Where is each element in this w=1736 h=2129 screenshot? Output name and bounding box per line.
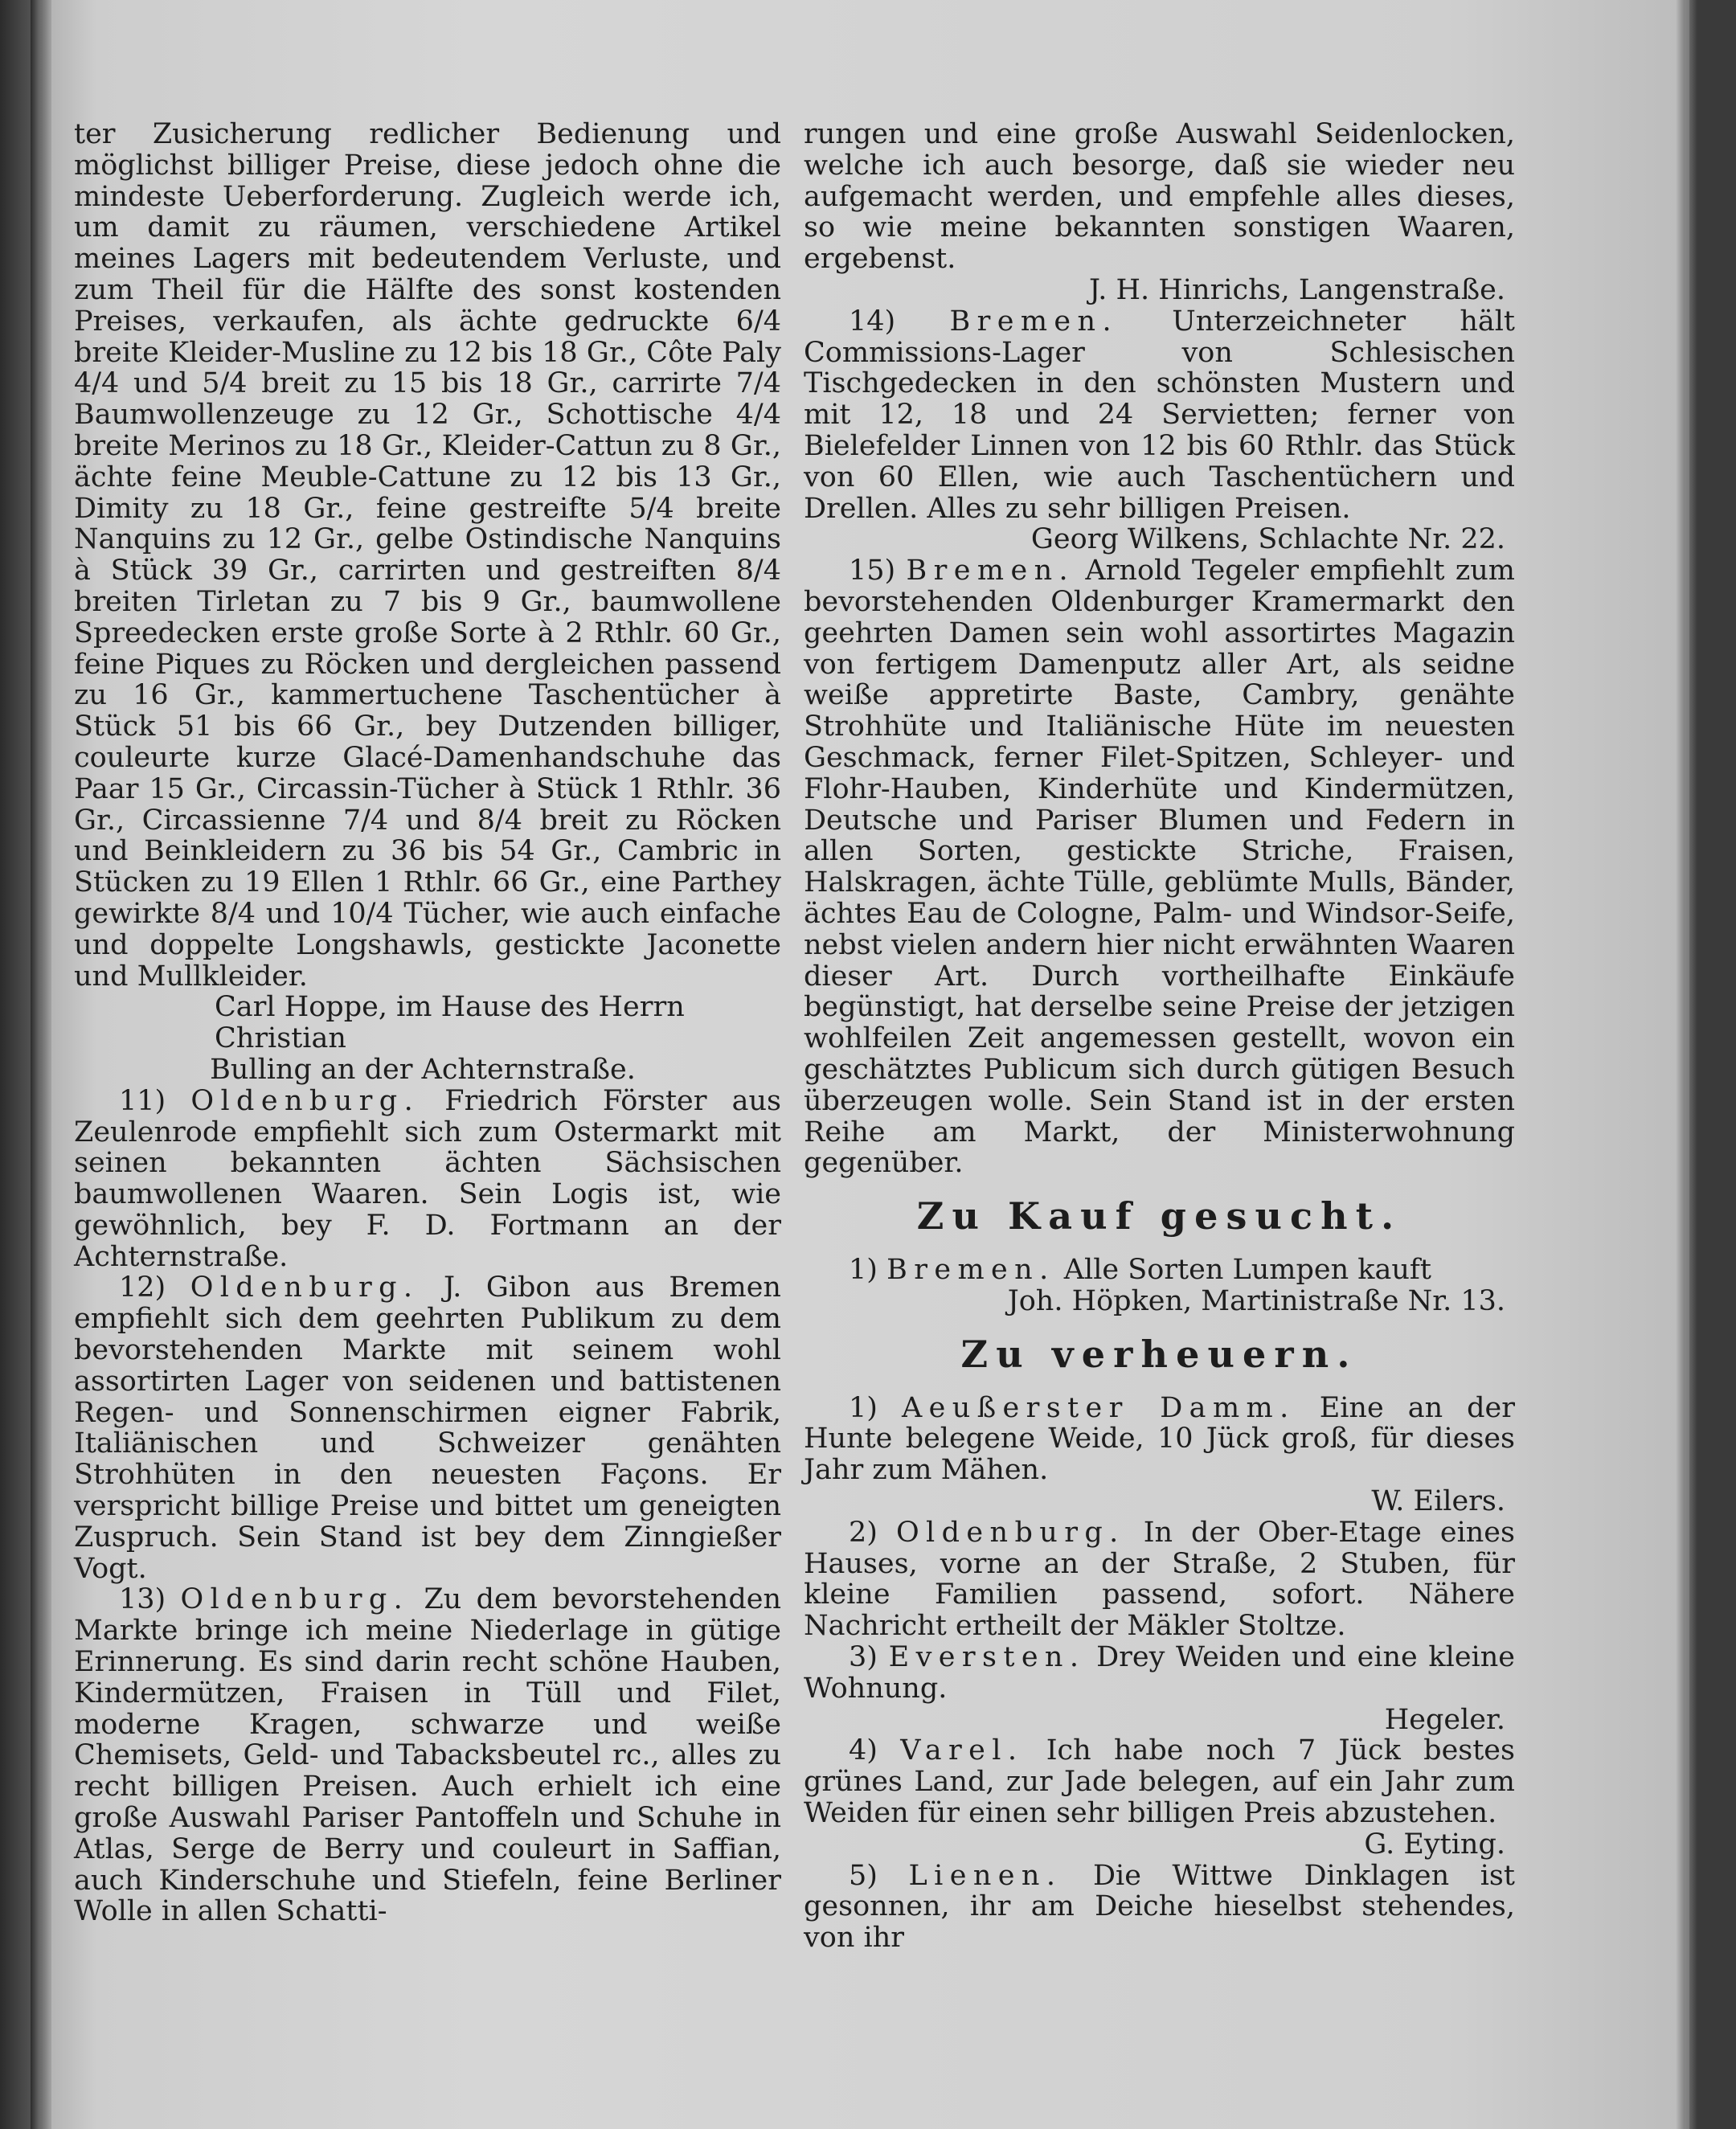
ad-place: Oldenburg. [190,1271,420,1304]
ad-place: Oldenburg. [895,1516,1125,1549]
page-edge [1685,0,1689,2129]
left-column [74,119,781,1927]
section-heading: Zu verheuern. [960,1332,1358,1376]
advertiser-signature: Joh. Höpken, Martinistraße Nr. 13. [1007,1284,1505,1317]
ad-place: Oldenburg. [190,1084,420,1117]
advertisement [74,1584,781,1927]
ad-text: Unterzeichneter hält Commissions-Lager von Schlesischen Tischgedecken in den schönsten Mustern und mit 12, 18 und 24 Servietten; ferner von Bielefelder Linnen von 12 bis 60 Rthlr. das Stück von 60 Ellen, wie auch Taschentüchern und Drellen. Alles zu sehr billigen Preisen. [804,305,1515,525]
ad-number: 11) [119,1084,166,1117]
ad-text: In der Ober-Etage eines Hauses, vorne an der Straße, 2 Stuben, für kleine Familien passend, sofort. Nähere Nachricht ertheilt der Mäkler Stoltze. [804,1516,1515,1643]
advertisement [74,1272,781,1584]
ad-text: Eine an der Hunte belegene Weide, 10 Jück groß, für dieses Jahr zum Mähen. [804,1391,1515,1487]
ad-number: 5) [849,1859,878,1892]
ad-number: 15) [849,555,896,588]
ad-place: Bremen. [886,1254,1055,1287]
advertisement [804,1735,1515,1828]
advertiser-signature: W. Eilers. [1371,1485,1505,1518]
advertisement [804,555,1515,1179]
ad-place: Aeußerster Damm. [901,1391,1296,1424]
ad-number: 1) [849,1254,878,1287]
ad-text: Drey Weiden und eine kleine Wohnung. [804,1641,1515,1705]
continued-text: ter Zusicherung redlicher Bedienung und möglichst billiger Preise, diese jedoch ohne die mindeste Ueberforderung. Zugleich werde ich, um damit zu räumen, verschiedene Artikel meines Lagers mit bedeutendem Verluste, und zum Theil für die Hälfte des sonst kostenden Preises, verkaufen, als ächte gedruckte 6/4 breite Kleider-Musline zu 12 bis 18 Gr., Côte Paly 4/4 und 5/4 breit zu 15 bis 18 Gr., carrirte 7/4 Baumwollenzeuge zu 12 Gr., Schottische 4/4 breite Merinos zu 18 Gr., Kleider-Cattun zu 8 Gr., ächte feine Meuble-Cattune zu 12 bis 13 Gr., Dimity zu 18 Gr., feine gestreifte 5/4 breite Nanquins zu 12 Gr., gelbe Ostindische Nanquins à Stück 39 Gr., carrirten und gestreiften 8/4 breiten Tirletan zu 7 bis 9 Gr., baumwollene Spreedecken erste große Sorte à 2 Rthlr. 60 Gr., feine Piques zu Röcken und dergleichen passend zu 16 Gr., kammertuchene Taschentücher à Stück 51 bis 66 Gr., bey Dutzenden billiger, couleurte kurze Glacé-Damenhandschuhe das Paar 15 Gr., Circassin-Tücher à Stück 1 Rthlr. 36 Gr., Circassienne 7/4 und 8/4 breit zu Röcken und Beinkleidern zu 36 bis 54 Gr., Cambric in Stücken zu 19 Ellen 1 Rthlr. 66 Gr., eine Parthey gewirkte 8/4 und 10/4 Tücher, wie auch einfache und doppelte Longshawls, gestickte Jaconette und Mullkleider. [74,118,781,993]
advertisement [804,1393,1515,1486]
ad-number: 13) [119,1583,166,1616]
binding-spine [31,0,51,2129]
advertisement [804,306,1515,525]
ad-number: 1) [849,1391,878,1424]
advertisement [804,1255,1515,1286]
ad-place: Varel. [900,1734,1024,1767]
ad-place: Oldenburg. [180,1583,410,1616]
advertisement [804,1861,1515,1954]
ad-place: Bremen. [906,555,1075,588]
continued-text: rungen und eine große Auswahl Seidenlocken, welche ich auch besorge, daß sie wieder neu aufgemacht werden, und empfehle alles dieses, so wie meine bekannten sonstigen Waaren, ergebenst. [804,118,1515,276]
advertiser-signature: Georg Wilkens, Schlachte Nr. 22. [1030,523,1505,556]
ad-place: Lienen. [908,1859,1062,1892]
ad-text: Friedrich Förster aus Zeulenrode empfiehlt sich zum Ostermarkt mit seinen bekannten ächten Sächsischen baumwollenen Waaren. Sein Logis ist, wie gewöhnlich, bey F. D. Fortmann an der Achternstraße. [74,1084,781,1273]
advertiser-signature: G. Eyting. [1364,1828,1505,1861]
ad-place: Bremen. [949,305,1119,338]
ad-number: 14) [849,305,896,338]
right-column [804,119,1515,1954]
advertisement [74,1086,781,1273]
ad-place: Eversten. [888,1641,1086,1674]
section-heading: Zu Kauf gesucht. [916,1194,1402,1239]
advertiser-signature: Bulling an der Achternstraße. [210,1053,636,1086]
ad-number: 2) [849,1516,878,1549]
ad-text: Alle Sorten Lumpen kauft [1063,1254,1431,1287]
advertisement [804,1642,1515,1705]
advertiser-signature: Carl Hoppe, im Hause des Herrn Christian [215,991,685,1055]
ad-number: 3) [849,1641,878,1674]
ad-number: 4) [849,1734,878,1767]
ad-number: 12) [119,1271,166,1304]
advertiser-signature: J. H. Hinrichs, Langenstraße. [1088,273,1505,306]
advertisement [804,1517,1515,1642]
ad-text: Zu dem bevorstehenden Markte bringe ich meine Niederlage in gütige Erinnerung. Es sind darin recht schöne Hauben, Kindermützen, Fraisen in Tüll und Filet, moderne Kragen, schwarze und weiße Chemisets, Geld- und Tabacksbeutel rc., alles zu recht billigen Preisen. Auch erhielt ich eine große Auswahl Pariser Pantoffeln und Schuhe in Atlas, Serge de Berry und couleurt in Saffian, auch Kinderschuhe und Stiefeln, feine Berliner Wolle in allen Schatti- [74,1583,781,1928]
ad-text: Arnold Tegeler empfiehlt zum bevorstehenden Oldenburger Kramermarkt den geehrten Damen sein wohl assortirtes Magazin von fertigem Damenputz aller Art, als seidne weiße appretirte Baste, Cambry, genähte Strohhüte und Italiänische Hüte im neuesten Geschmack, ferner Filet-Spitzen, Schleyer- und Flohr-Hauben, Kinderhüte und Kindermützen, Deutsche und Pariser Blumen und Federn in allen Sorten, gestickte Striche, Fraisen, Halskragen, ächte Tülle, geblümte Mulls, Bänder, ächtes Eau de Cologne, Palm- und Windsor-Seife, nebst vielen andern hier nicht erwähnten Waaren dieser Art. Durch vortheilhafte Einkäufe begünstigt, hat derselbe seine Preise der jetzigen wohlfeilen Zeit angemessen gestellt, wovon ein geschätztes Publicum sich durch gütigen Besuch überzeugen wolle. Sein Stand ist in der ersten Reihe am Markt, der Ministerwohnung gegenüber. [804,555,1515,1180]
ad-text: J. Gibon aus Bremen empfiehlt sich dem geehrten Publikum zu dem bevorstehenden Markte mit seinem wohl assortirten Lager von seidenen und battistenen Regen- und Sonnenschirmen eigner Fabrik, Italiänischen und Schweizer genähten Strohhüten in den neuesten Façons. Er verspricht billige Preise und bittet um geneigten Zuspruch. Sein Stand ist bey dem Zinngießer Vogt. [74,1271,781,1585]
ad-text: Die Wittwe Dinklagen ist gesonnen, ihr am Deiche hieselbst stehendes, von ihr [804,1859,1515,1955]
advertiser-signature: Hegeler. [1384,1703,1505,1736]
ad-text: Ich habe noch 7 Jück bestes grünes Land, zur Jade belegen, auf ein Jahr zum Weiden für einen sehr billigen Preis abzustehen. [804,1734,1515,1830]
